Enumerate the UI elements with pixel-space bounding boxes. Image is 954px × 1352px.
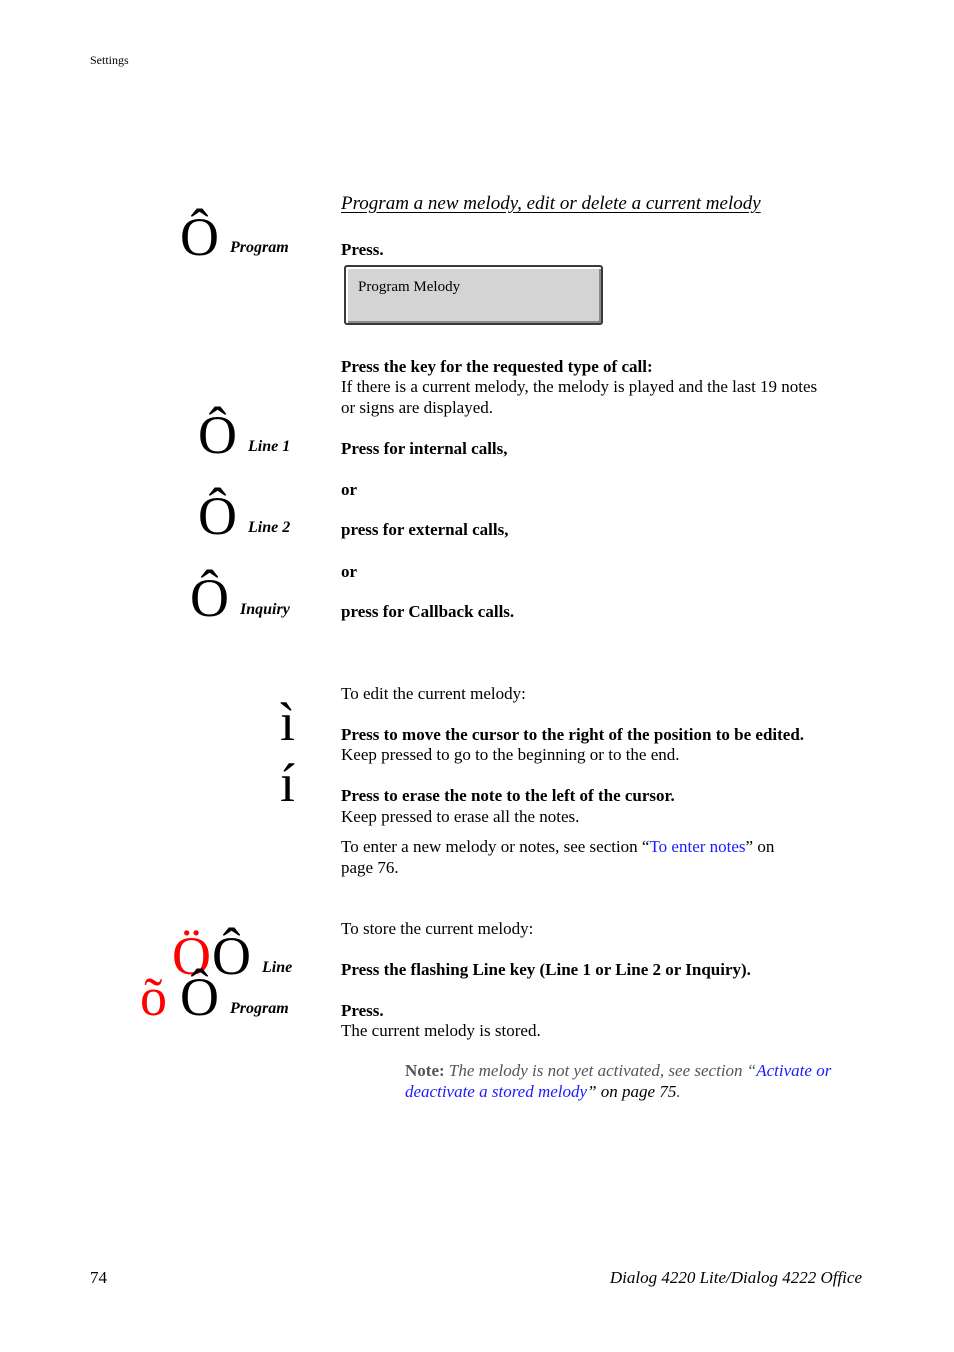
document-title: Dialog 4220 Lite/Dialog 4222 Office: [609, 1268, 862, 1287]
phone-display: [344, 265, 603, 325]
note-text-c: .: [676, 1082, 681, 1101]
step-move-cursor-hint: Keep pressed to go to the beginning or to the end.: [341, 745, 680, 764]
line2-key-icon: Ô: [198, 486, 237, 546]
running-header: Settings: [90, 53, 129, 67]
step-flash-line: Press the flashing Line key (Line 1 or Line 2 or Inquiry).: [341, 960, 751, 979]
enter-notes-text-b: ” on: [745, 837, 775, 856]
program-key-2-label: Program: [230, 1000, 289, 1017]
section-title: Program a new melody, edit or delete a current melody: [341, 193, 761, 214]
step-press-2: Press.: [341, 1001, 384, 1020]
page-number: 74: [90, 1268, 107, 1287]
step-press: Press.: [341, 240, 384, 259]
store-intro: To store the current melody:: [341, 919, 534, 938]
step-press-key-type: Press the key for the requested type of call:: [341, 357, 653, 376]
note-link-line1[interactable]: Activate or: [756, 1061, 832, 1080]
inquiry-key-label: Inquiry: [240, 601, 290, 618]
inquiry-key-icon: Ô: [190, 568, 229, 628]
step-move-cursor: Press to move the cursor to the right of the position to be edited.: [341, 725, 805, 744]
program-key-label: Program: [230, 239, 289, 256]
line2-key-label: Line 2: [248, 519, 291, 536]
step-current-melody-line1: If there is a current melody, the melody is played and the last 19 notes: [341, 377, 818, 396]
step-internal: Press for internal calls,: [341, 439, 508, 458]
erase-key-icon: í: [280, 753, 296, 813]
step-erase-note: Press to erase the note to the left of the cursor.: [341, 786, 675, 805]
step-external: press for external calls,: [341, 520, 509, 539]
program-key-2-icon: Ô: [180, 967, 219, 1027]
note: [405, 1060, 831, 1102]
step-or-1: or: [341, 480, 358, 499]
note-text-b: ” on page 75: [587, 1082, 677, 1101]
step-stored: The current melody is stored.: [341, 1021, 541, 1040]
line-key-label: Line: [262, 959, 293, 976]
line-key-icon: Ô: [212, 926, 251, 986]
line1-key-label: Line 1: [248, 438, 291, 455]
step-erase-hint: Keep pressed to erase all the notes.: [341, 807, 580, 826]
right-arrow-key-icon: ì: [280, 692, 296, 752]
step-current-melody-line2: or signs are displayed.: [341, 398, 494, 417]
display-text: Program Melody: [358, 279, 461, 295]
note-link-line2[interactable]: deactivate a stored melody: [405, 1082, 588, 1101]
flashing-indicator-icon: Ö: [172, 926, 211, 986]
line1-key-icon: Ô: [198, 405, 237, 465]
enter-notes-reference: [341, 836, 774, 857]
enter-notes-text-a: To enter a new melody or notes, see section “: [341, 837, 650, 856]
note-text-a: The melody is not yet activated, see section “: [444, 1061, 757, 1080]
step-callback: press for Callback calls.: [341, 602, 515, 621]
program-indicator-icon: õ: [140, 967, 167, 1027]
enter-notes-page: page 76.: [341, 858, 399, 877]
edit-intro: To edit the current melody:: [341, 684, 526, 703]
step-or-2: or: [341, 562, 358, 581]
enter-notes-link[interactable]: To enter notes: [649, 837, 746, 856]
note-label: Note:: [405, 1061, 445, 1080]
program-key-icon: Ô: [180, 207, 219, 267]
